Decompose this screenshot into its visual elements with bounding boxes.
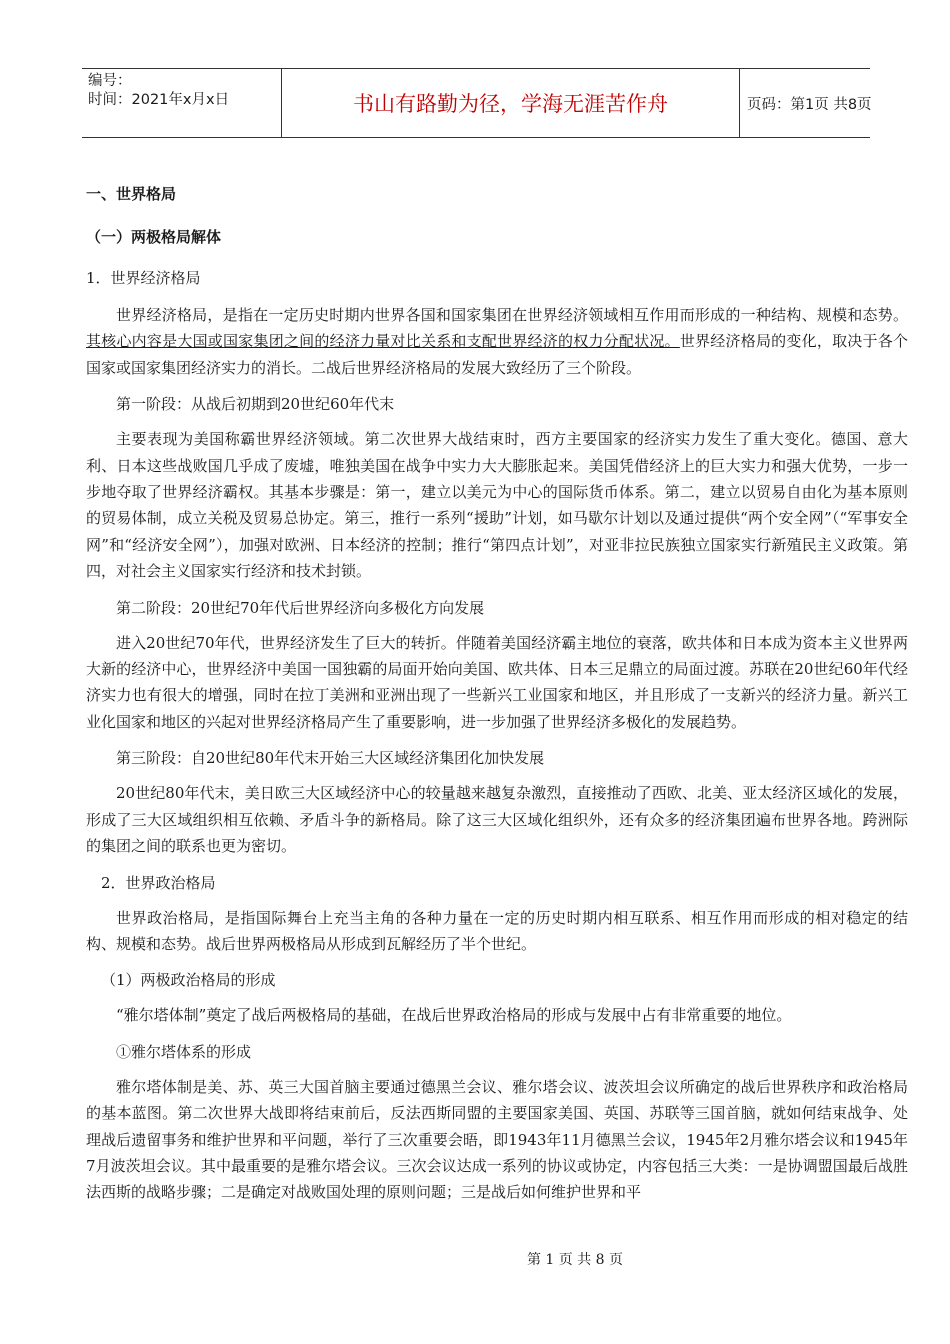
page-info: 页码：第1页 共8页	[747, 96, 872, 113]
document-body	[86, 180, 908, 1206]
number-label: 编号：	[88, 73, 132, 89]
heading-bipolar-collapse: （一）两极格局解体	[86, 228, 222, 246]
paragraph-stage-three: 20世纪80年代末，美日欧三大区域经济中心的较量越来越复杂激烈，直接推动了西欧、北美、亚太经济区域化的发展，形成了三大区域组织相互依赖、矛盾斗争的新格局。除了这三大区域化组织外，还有众多的经济集团遍布世界各地。跨洲际的集团之间的联系也更为密切。	[86, 784, 908, 856]
underlined-core-content: 其核心内容是大国或国家集团之间的经济力量对比关系和支配世界经济的权力分配状况。	[86, 332, 680, 351]
paragraph-economy-definition	[86, 302, 908, 381]
heading-world-pattern: 一、世界格局	[86, 185, 177, 203]
heading-world-politics: 2．世界政治格局	[101, 873, 216, 892]
heading-world-economy: 1．世界经济格局	[86, 269, 201, 287]
paragraph-politics-definition: 世界政治格局，是指国际舞台上充当主角的各种力量在一定的历史时期内相互联系、相互作用而形成的相对稳定的结构、规模和态势。战后世界两极格局从形成到瓦解经历了半个世纪。	[86, 908, 908, 953]
paragraph-stage-two: 进入20世纪70年代，世界经济发生了巨大的转折。伴随着美国经济霸主地位的衰落，欧共体和日本成为资本主义世界两大新的经济中心，世界经济中美国一国独霸的局面开始向美国、欧共体、日本三足鼎立的局面过渡。苏联在20世纪60年代经济实力也有很大的增强，同时在拉丁美洲和亚洲出现了一些新兴工业国家和地区，并且形成了一支新兴的经济力量。新兴工业化国家和地区的兴起对世界经济格局产生了重要影响，进一步加强了世界经济多极化的发展趋势。	[86, 633, 908, 731]
paragraph-economy-definition-a: 世界经济格局，是指在一定历史时期内世界各国和国家集团在世界经济领域相互作用而形成的一种结构、规模和态势。	[116, 306, 908, 324]
page-footer	[0, 1249, 950, 1269]
paragraph-yalta-details: 雅尔塔体制是美、苏、英三大国首脑主要通过德黑兰会议、雅尔塔会议、波茨坦会议所确定的战后世界秩序和政治格局的基本蓝图。第二次世界大战即将结束前后，反法西斯同盟的主要国家美国、英国、苏联等三国首脑，就如何结束战争、处理战后遗留事务和维护世界和平问题，举行了三次重要会晤，即1943年11月德黑兰会议，1945年2月雅尔塔会议和1945年7月波茨坦会议。其中最重要的是雅尔塔会议。三次会议达成一系列的协议或协定，内容包括三大类：一是协调盟国最后战胜法西斯的战略步骤；二是确定对战败国处理的原则问题；三是战后如何维护世界和平	[86, 1077, 908, 1202]
heading-stage-two: 第二阶段：20世纪70年代后世界经济向多极化方向发展	[116, 598, 485, 617]
heading-bipolar-formation: （1）两极政治格局的形成	[101, 971, 276, 990]
paragraph-stage-one: 主要表现为美国称霸世界经济领域。第二次世界大战结束时，西方主要国家的经济实力发生了重大变化。德国、意大利、日本这些战败国几乎成了废墟，唯独美国在战争中实力大大膨胀起来。美国凭借经济上的巨大实力和强大优势，一步一步地夺取了世界经济霸权。其基本步骤是：第一，建立以美元为中心的国际货币体系。第二，建立以贸易自由化为基本原则的贸易体制，成立关税及贸易总协定。第三，推行一系列“援助”计划，如马歇尔计划以及通过提供“两个安全网”（“军事安全网”和“经济安全网”），加强对欧洲、日本经济的控制；推行“第四点计划”，对亚非拉民族独立国家实行新殖民主义政策。第四，对社会主义国家实行经济和技术封锁。	[86, 430, 908, 581]
paragraph-yalta-system: “雅尔塔体制”奠定了战后两极格局的基础，在战后世界政治格局的形成与发展中占有非常重要的地位。	[116, 1006, 792, 1025]
header-page-cell	[739, 69, 870, 137]
header-table	[82, 68, 870, 138]
heading-stage-three: 第三阶段：自20世纪80年代末开始三大区域经济集团化加快发展	[116, 749, 545, 768]
footer-page-number: 第 1 页 共 8 页	[526, 1252, 624, 1268]
paragraph-economy-definition-c: 世界经济格局的变化，取决于各个国家或国家集团经济实力的消长。二战后世界经济格局的发展大致经历了三个阶段。	[86, 332, 908, 377]
heading-yalta-formation: ①雅尔塔体系的形成	[116, 1042, 252, 1061]
heading-stage-one: 第一阶段：从战后初期到20世纪60年代末	[116, 395, 395, 414]
time-label: 时间：2021年x月x日	[88, 92, 230, 108]
header-meta-cell	[82, 69, 280, 137]
motto: 书山有路勤为径，学海无涯苦作舟	[353, 92, 668, 116]
header-motto-cell	[281, 69, 740, 137]
